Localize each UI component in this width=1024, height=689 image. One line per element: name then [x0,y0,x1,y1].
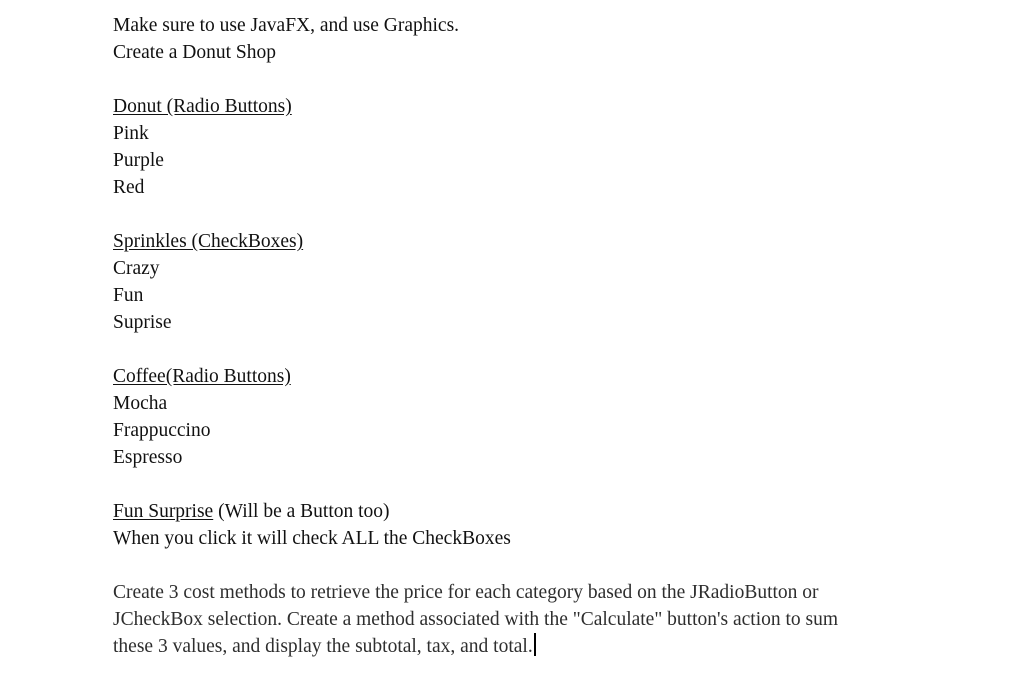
donut-option-pink: Pink [113,123,149,144]
instructions-line-2: JCheckBox selection. Create a method associated with the "Calculate" button's action to sum [113,609,839,630]
blank-line [113,471,993,498]
blank-line [113,201,993,228]
donut-heading: Donut (Radio Buttons) [113,96,292,117]
coffee-heading: Coffee(Radio Buttons) [113,366,291,387]
coffee-option-espresso: Espresso [113,447,183,468]
instructions-line-3: these 3 values, and display the subtotal, tax, and total. [113,636,533,657]
fun-surprise-heading: Fun Surprise [113,501,214,522]
donut-option-purple: Purple [113,150,164,171]
coffee-option-frappuccino: Frappuccino [113,420,211,441]
fun-surprise-description: When you click it will check ALL the CheckBoxes [113,528,511,549]
coffee-option-mocha: Mocha [113,393,168,414]
sprinkles-heading: Sprinkles (CheckBoxes) [113,231,304,252]
fun-surprise-line [113,498,993,525]
blank-line [113,336,993,363]
donut-option-red: Red [113,177,145,198]
document-body[interactable] [113,12,993,660]
sprinkles-option-suprise: Suprise [113,312,172,333]
intro-line-2: Create a Donut Shop [113,42,277,63]
fun-surprise-note: (Will be a Button too) [213,501,390,522]
blank-line [113,552,993,579]
instructions-line-3-wrap [113,633,893,660]
instructions-paragraph [113,579,893,660]
text-cursor [534,633,536,656]
sprinkles-option-fun: Fun [113,285,144,306]
intro-line-1: Make sure to use JavaFX, and use Graphics. [113,15,460,36]
sprinkles-option-crazy: Crazy [113,258,160,279]
blank-line [113,66,993,93]
instructions-line-1: Create 3 cost methods to retrieve the price for each category based on the JRadioButton or [113,582,819,603]
